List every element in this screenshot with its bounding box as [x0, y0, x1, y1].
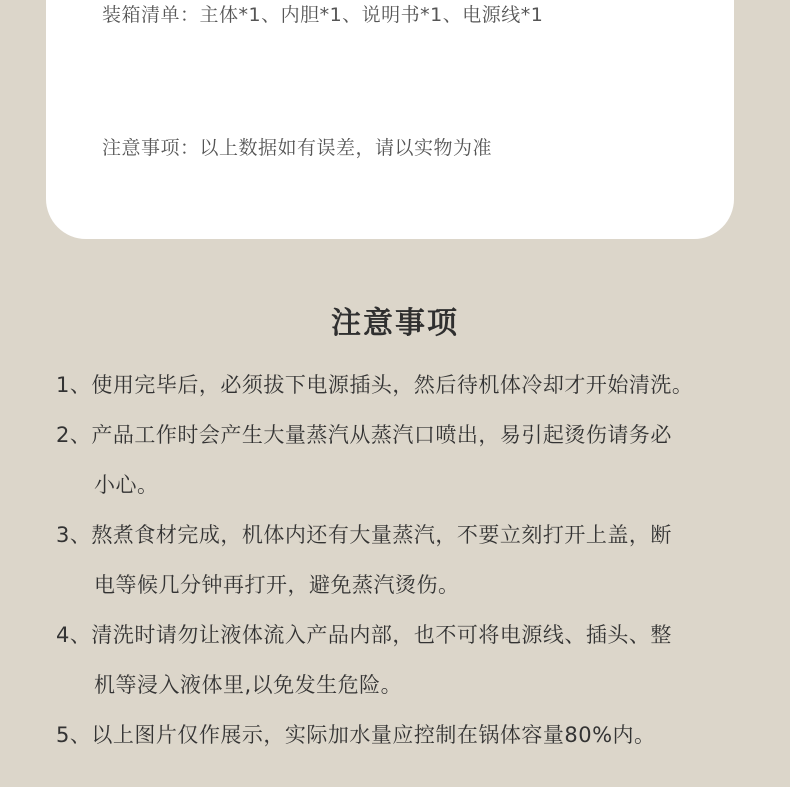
note-item [56, 360, 756, 410]
note-line: 5、以上图片仅作展示，实际加水量应控制在锅体容量80%内。 [56, 723, 656, 747]
note-item [56, 710, 756, 760]
note-line: 2、产品工作时会产生大量蒸汽从蒸汽口喷出，易引起烫伤请务必 [56, 423, 672, 447]
section-title: 注意事项 [331, 306, 459, 341]
note-item [56, 510, 756, 610]
note-line: 4、清洗时请勿让液体流入产品内部，也不可将电源线、插头、整 [56, 623, 672, 647]
note-line: 1、使用完毕后，必须拔下电源插头，然后待机体冷却才开始清洗。 [56, 373, 694, 397]
notes-list [56, 360, 756, 760]
note-line-continued: 机等浸入液体里,以免发生危险。 [94, 673, 403, 697]
note-line-continued: 电等候几分钟再打开，避免蒸汽烫伤。 [94, 573, 460, 597]
data-notice-text: 注意事项：以上数据如有误差，请以实物为准 [102, 137, 493, 159]
note-line: 3、熬煮食材完成，机体内还有大量蒸汽，不要立刻打开上盖，断 [56, 523, 672, 547]
note-item [56, 410, 756, 510]
info-card [46, 0, 734, 239]
note-item [56, 610, 756, 710]
packing-list-text: 装箱清单：主体*1、内胆*1、说明书*1、电源线*1 [102, 4, 544, 26]
note-line-continued: 小心。 [94, 473, 159, 497]
